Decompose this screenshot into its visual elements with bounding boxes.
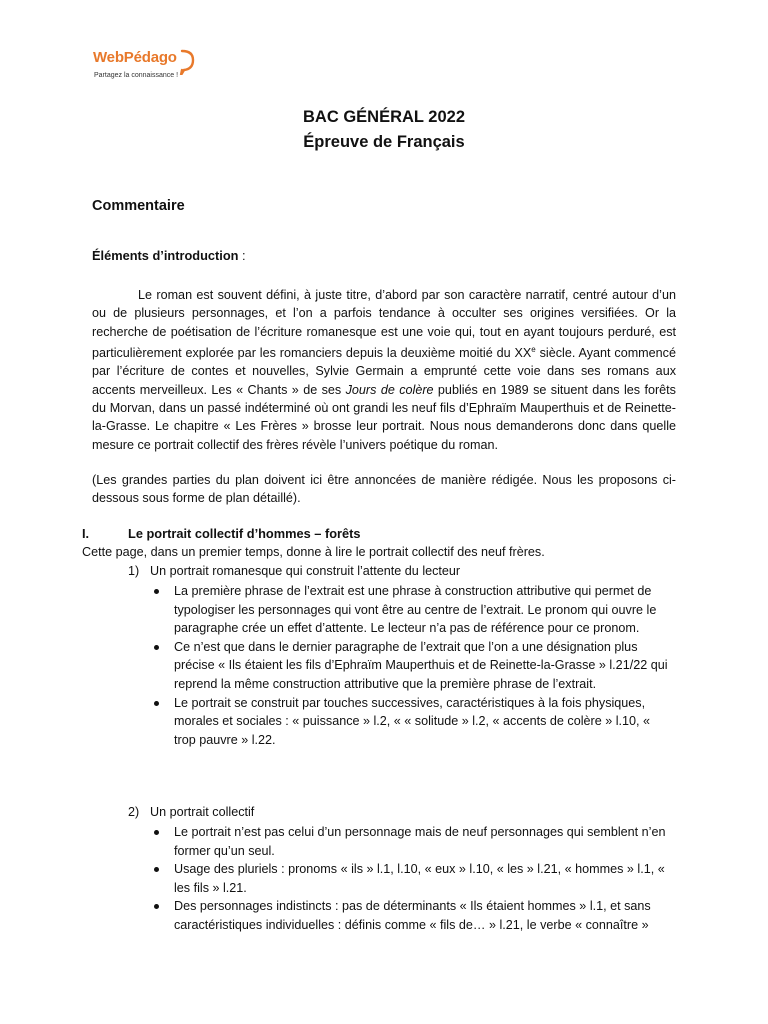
- bullet-icon: [154, 589, 159, 594]
- intro-heading-colon: :: [238, 248, 246, 263]
- bullet-icon: [154, 830, 159, 835]
- intro-text-part3: publiés en 1989 se situent dans les forêts du Morvan, dans un passé indéterminé où ont grandi les neuf fils d’Ephraïm Mauperthuis et de Reinette-la-Grasse. Le chapitre « Les Frères » brosse leur portrait. Nous nous demanderons donc dans quelle mesure ce portrait collectif des frères révèle l’univers poétique du roman.: [92, 382, 676, 452]
- webpedago-logo[interactable]: [93, 49, 203, 89]
- logo-name: WebPédago: [93, 49, 177, 66]
- intro-text-part1: Le roman est souvent défini, à juste titre, d’abord par son caractère narratif, centré autour d’un ou de plusieurs personnages, et l’on a parfois tendance à occulter ses origines versifiées. Or la recherche de poétisation de l’écriture romanesque est une voie qui, tout en ayant toujours perduré, est particulièrement explorée par les romanciers depuis la deuxième moitié du XX: [92, 288, 676, 361]
- bullet-icon: [154, 701, 159, 706]
- subsection-1-title: Un portrait romanesque qui construit l’attente du lecteur: [150, 564, 461, 578]
- section-heading-commentaire: Commentaire: [92, 198, 185, 214]
- book-title: Jours de colère: [345, 382, 434, 397]
- intro-heading-label: Éléments d’introduction: [92, 248, 239, 263]
- subsection-2-bullets: [150, 823, 670, 935]
- bullet-icon: [154, 867, 159, 872]
- intro-text-part2: siècle. Ayant commencé par l’écriture de contes et nouvelles, Sylvie Germain a emprunté cette voie dans ses romans aux accents merveilleux. Les « Chants » de ses: [92, 346, 676, 397]
- part1-number: I.: [82, 526, 90, 541]
- exam-subtitle: Épreuve de Français: [303, 133, 465, 151]
- subsection-2-number: 2): [128, 805, 140, 819]
- bullet-icon: [154, 645, 159, 650]
- list-item: Le portrait n’est pas celui d’un personnage mais de neuf personnages qui semblent n’en former qu’un seul.: [150, 823, 670, 860]
- intro-heading: [92, 248, 246, 263]
- subsection-1-number: 1): [128, 564, 140, 578]
- exam-title: BAC GÉNÉRAL 2022: [303, 108, 465, 126]
- list-item: Usage des pluriels : pronoms « ils » l.1, l.10, « eux » l.10, « les » l.21, « hommes » l.1, « les fils » l.21.: [150, 860, 670, 897]
- list-item: Le portrait se construit par touches successives, caractéristiques à la fois physiques, morales et sociales : « puissance » l.2, « « solitude » l.2, « accents de colère » l.10, « trop pauvre » l.22.: [150, 694, 670, 750]
- list-item: Ce n’est que dans le dernier paragraphe de l’extrait que l’on a une désignation plus précise « Ils étaient les fils d’Ephraïm Mauperthuis et de Reinette-la-Grasse » l.21/22 qui reprend la même construction attributive que la première phrase de l’extrait.: [150, 638, 670, 694]
- list-item: Des personnages indistincts : pas de déterminants « Ils étaient hommes » l.1, et sans caractéristiques individuelles : définis comme « fils de… » l.21, le verbe « connaître »: [150, 897, 670, 934]
- subsection-1-bullets: [150, 582, 670, 749]
- part1-title: Le portrait collectif d’hommes – forêts: [128, 526, 361, 541]
- part1-intro: Cette page, dans un premier temps, donne à lire le portrait collectif des neuf frères.: [82, 545, 545, 559]
- logo-tagline: Partagez la connaissance !: [94, 72, 179, 79]
- plan-note: (Les grandes parties du plan doivent ici être annoncées de manière rédigée. Nous les proposons ci-dessous sous forme de plan détaillé).: [92, 473, 676, 506]
- subsection-2-title: Un portrait collectif: [150, 805, 255, 819]
- speech-bubble-icon: [179, 49, 197, 75]
- list-item: La première phrase de l’extrait est une phrase à construction attributive qui permet de typologiser les personnages qui vont être au centre de l’extrait. Le pronom qui ouvre le paragraphe crée un effet d’attente. Le lecteur n’a pas de référence pour ce pronom.: [150, 582, 670, 638]
- bullet-icon: [154, 904, 159, 909]
- intro-superscript: e: [531, 344, 536, 354]
- intro-paragraph: [92, 286, 676, 454]
